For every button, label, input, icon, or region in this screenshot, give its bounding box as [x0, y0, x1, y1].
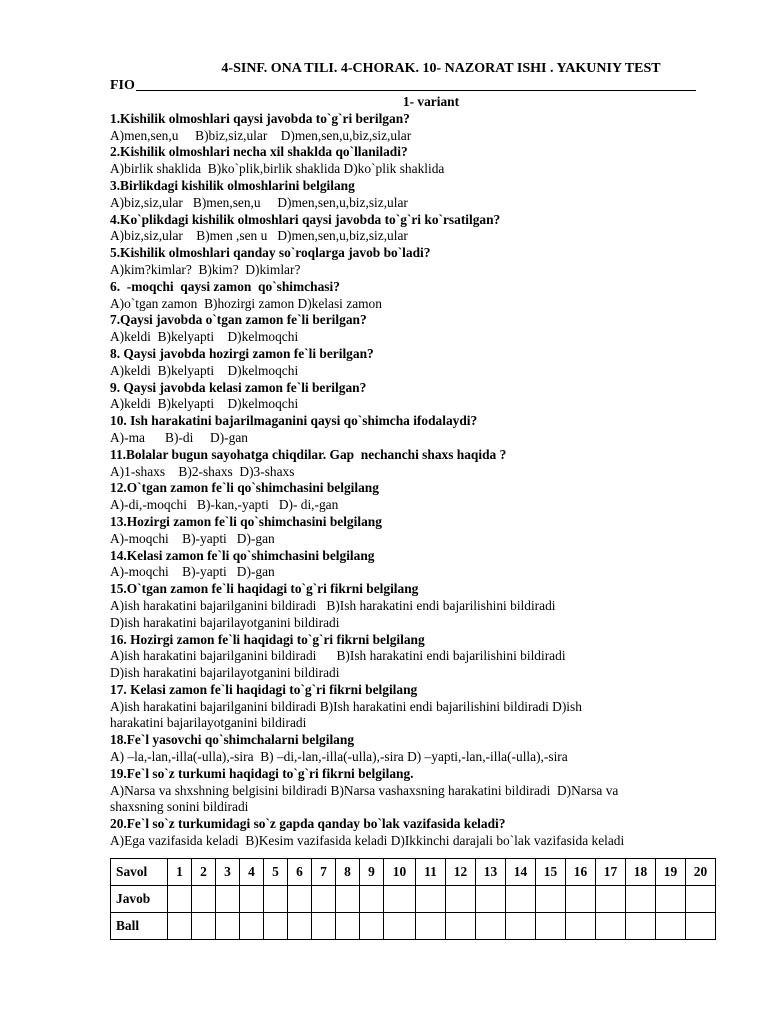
question-number-cell: 6 — [288, 859, 312, 886]
question-text: 8. Qaysi javobda hozirgi zamon fe`li berilgan? — [110, 345, 374, 361]
answer-options: A)1-shaxs B)2-shaxs D)3-shaxs — [110, 463, 295, 479]
question-number-cell: 11 — [416, 859, 446, 886]
answer-cell[interactable] — [336, 886, 360, 913]
question-item — [110, 178, 722, 212]
question-number-cell: 16 — [566, 859, 596, 886]
score-cell[interactable] — [216, 913, 240, 940]
question-text: 12.O`tgan zamon fe`li qo`shimchasini belgilang — [110, 480, 379, 496]
answer-options: A)ish harakatini bajarilganini bildiradi B)Ish harakatini endi bajarilishini bildiradi D)ish harakatini bajarilayotganini bildiradi — [110, 648, 566, 681]
answer-cell[interactable] — [656, 886, 686, 913]
answer-options: A)-ma B)-di D)-gan — [110, 429, 248, 445]
answer-table-row — [111, 859, 716, 886]
score-cell[interactable] — [264, 913, 288, 940]
question-text: 5.Kishilik olmoshlari qanday so`roqlarga javob bo`ladi? — [110, 245, 431, 261]
answer-options: A)-moqchi B)-yapti D)-gan — [110, 564, 275, 580]
question-text: 2.Kishilik olmoshlari necha xil shaklda qo`llaniladi? — [110, 144, 408, 160]
question-number-cell: 12 — [446, 859, 476, 886]
score-cell[interactable] — [168, 913, 192, 940]
answer-options: A)-di,-moqchi B)-kan,-yapti D)- di,-gan — [110, 497, 339, 513]
question-number-cell: 5 — [264, 859, 288, 886]
question-item — [110, 380, 722, 414]
fio-label: FIO — [110, 78, 135, 93]
question-item — [110, 279, 722, 313]
question-number-cell: 7 — [312, 859, 336, 886]
answer-cell[interactable] — [360, 886, 384, 913]
fio-field — [110, 77, 722, 94]
question-text: 7.Qaysi javobda o`tgan zamon fe`li berilgan? — [110, 312, 367, 328]
answer-cell[interactable] — [240, 886, 264, 913]
question-text: 3.Birlikdagi kishilik olmoshlarini belgilang — [110, 177, 355, 193]
question-item — [110, 480, 722, 514]
question-number-cell: 15 — [536, 859, 566, 886]
question-number-cell: 20 — [686, 859, 716, 886]
score-cell[interactable] — [446, 913, 476, 940]
question-number-cell: 8 — [336, 859, 360, 886]
question-item — [110, 732, 722, 766]
score-cell[interactable] — [536, 913, 566, 940]
question-text: 10. Ish harakatini bajarilmaganini qaysi qo`shimcha ifodalaydi? — [110, 413, 478, 429]
score-cell[interactable] — [336, 913, 360, 940]
answer-cell[interactable] — [446, 886, 476, 913]
answer-cell[interactable] — [416, 886, 446, 913]
variant-label: 1- variant — [402, 94, 460, 109]
question-text: 14.Kelasi zamon fe`li qo`shimchasini belgilang — [110, 547, 375, 563]
question-item — [110, 581, 722, 631]
answer-options: A)biz,siz,ular B)men,sen,u D)men,sen,u,biz,siz,ular — [110, 194, 408, 210]
answer-options: A)kim?kimlar? B)kim? D)kimlar? — [110, 261, 301, 277]
question-text: 9. Qaysi javobda kelasi zamon fe`li berilgan? — [110, 379, 367, 395]
answer-cell[interactable] — [566, 886, 596, 913]
question-item — [110, 447, 722, 481]
row-label: Savol — [111, 859, 168, 886]
test-sheet — [110, 60, 722, 850]
question-item — [110, 144, 722, 178]
question-item — [110, 766, 722, 816]
question-text: 1.Kishilik olmoshlari qaysi javobda to`g`ri berilgan? — [110, 110, 410, 126]
answer-table — [110, 858, 716, 940]
answer-options: A)keldi B)kelyapti D)kelmoqchi — [110, 396, 299, 412]
question-item — [110, 111, 722, 145]
answer-options: A)biz,siz,ular B)men ,sen u D)men,sen,u,biz,siz,ular — [110, 228, 408, 244]
fio-blank-line — [136, 78, 696, 91]
question-text: 4.Ko`plikdagi kishilik olmoshlari qaysi javobda to`g`ri ko`rsatilgan? — [110, 211, 501, 227]
answer-options: A)o`tgan zamon B)hozirgi zamon D)kelasi zamon — [110, 295, 382, 311]
answer-options: A)keldi B)kelyapti D)kelmoqchi — [110, 329, 299, 345]
answer-options: A)Ega vazifasida keladi B)Kesim vazifasida keladi D)Ikkinchi darajali bo`lak vazifasida keladi — [110, 833, 625, 849]
answer-options: A)Narsa va shxshning belgisini bildiradi B)Narsa vashaxsning harakatini bildiradi D)Narsa va shaxsning sonini bildiradi — [110, 782, 619, 815]
question-text: 18.Fe`l yasovchi qo`shimchalarni belgilang — [110, 732, 355, 748]
score-cell[interactable] — [506, 913, 536, 940]
answer-cell[interactable] — [536, 886, 566, 913]
score-cell[interactable] — [240, 913, 264, 940]
question-item — [110, 514, 722, 548]
answer-options: A)men,sen,u B)biz,siz,ular D)men,sen,u,biz,siz,ular — [110, 127, 412, 143]
answer-cell[interactable] — [288, 886, 312, 913]
question-number-cell: 2 — [192, 859, 216, 886]
question-number-cell: 9 — [360, 859, 384, 886]
answer-table-row — [111, 913, 716, 940]
score-cell[interactable] — [192, 913, 216, 940]
answer-options: A)keldi B)kelyapti D)kelmoqchi — [110, 362, 299, 378]
answer-cell[interactable] — [264, 886, 288, 913]
score-cell[interactable] — [384, 913, 416, 940]
answer-options: A)birlik shaklida B)ko`plik,birlik shaklida D)ko`plik shaklida — [110, 161, 445, 177]
score-cell[interactable] — [596, 913, 626, 940]
question-list — [110, 111, 722, 850]
answer-cell[interactable] — [626, 886, 656, 913]
score-cell[interactable] — [312, 913, 336, 940]
score-cell[interactable] — [360, 913, 384, 940]
question-number-cell: 1 — [168, 859, 192, 886]
question-number-cell: 17 — [596, 859, 626, 886]
answer-cell[interactable] — [596, 886, 626, 913]
answer-table-row — [111, 886, 716, 913]
question-text: 11.Bolalar bugun sayohatga chiqdilar. Gap nechanchi shaxs haqida ? — [110, 446, 507, 462]
question-item — [110, 548, 722, 582]
page-title: 4-SINF. ONA TILI. 4-CHORAK. 10- NAZORAT ISHI . YAKUNIY TEST — [221, 61, 661, 76]
answer-options: A)ish harakatini bajarilganini bildiradi B)Ish harakatini endi bajarilishini bildiradi D)ish harakatini bajarilayotganini bildiradi — [110, 597, 556, 630]
answer-options: A)ish harakatini bajarilganini bildiradi B)Ish harakatini endi bajarilishini bildiradi D)ish harakatini bajarilayotganini bildiradi — [110, 698, 582, 731]
answer-cell[interactable] — [686, 886, 716, 913]
answer-cell[interactable] — [168, 886, 192, 913]
score-cell[interactable] — [566, 913, 596, 940]
question-text: 13.Hozirgi zamon fe`li qo`shimchasini belgilang — [110, 513, 382, 529]
score-cell[interactable] — [416, 913, 446, 940]
answer-cell[interactable] — [216, 886, 240, 913]
question-number-cell: 14 — [506, 859, 536, 886]
question-number-cell: 4 — [240, 859, 264, 886]
score-cell[interactable] — [656, 913, 686, 940]
question-item — [110, 312, 722, 346]
question-text: 19.Fe`l so`z turkumi haqidagi to`g`ri fikrni belgilang. — [110, 765, 414, 781]
question-item — [110, 245, 722, 279]
score-cell[interactable] — [288, 913, 312, 940]
answer-cell[interactable] — [312, 886, 336, 913]
question-number-cell: 10 — [384, 859, 416, 886]
question-item — [110, 632, 722, 682]
answer-cell[interactable] — [192, 886, 216, 913]
row-label: Javob — [111, 886, 168, 913]
answer-options: A) –la,-lan,-illa(-ulla),-sira B) –di,-lan,-illa(-ulla),-sira D) –yapti,-lan,-illa(-ulla),-sira — [110, 749, 568, 765]
question-text: 16. Hozirgi zamon fe`li haqidagi to`g`ri fikrni belgilang — [110, 631, 425, 647]
answer-cell[interactable] — [506, 886, 536, 913]
answer-cell[interactable] — [384, 886, 416, 913]
answer-cell[interactable] — [476, 886, 506, 913]
score-cell[interactable] — [626, 913, 656, 940]
question-text: 6. -moqchi qaysi zamon qo`shimchasi? — [110, 278, 340, 294]
question-number-cell: 19 — [656, 859, 686, 886]
question-item — [110, 413, 722, 447]
question-text: 15.O`tgan zamon fe`li haqidagi to`g`ri fikrni belgilang — [110, 581, 419, 597]
question-text: 20.Fe`l so`z turkumidagi so`z gapda qanday bo`lak vazifasida keladi? — [110, 816, 506, 832]
question-item — [110, 212, 722, 246]
question-text: 17. Kelasi zamon fe`li haqidagi to`g`ri fikrni belgilang — [110, 681, 418, 697]
score-cell[interactable] — [476, 913, 506, 940]
question-number-cell: 18 — [626, 859, 656, 886]
row-label: Ball — [111, 913, 168, 940]
question-item — [110, 346, 722, 380]
question-item — [110, 816, 722, 850]
question-item — [110, 682, 722, 732]
question-number-cell: 13 — [476, 859, 506, 886]
answer-options: A)-moqchi B)-yapti D)-gan — [110, 530, 275, 546]
question-number-cell: 3 — [216, 859, 240, 886]
score-cell[interactable] — [686, 913, 716, 940]
